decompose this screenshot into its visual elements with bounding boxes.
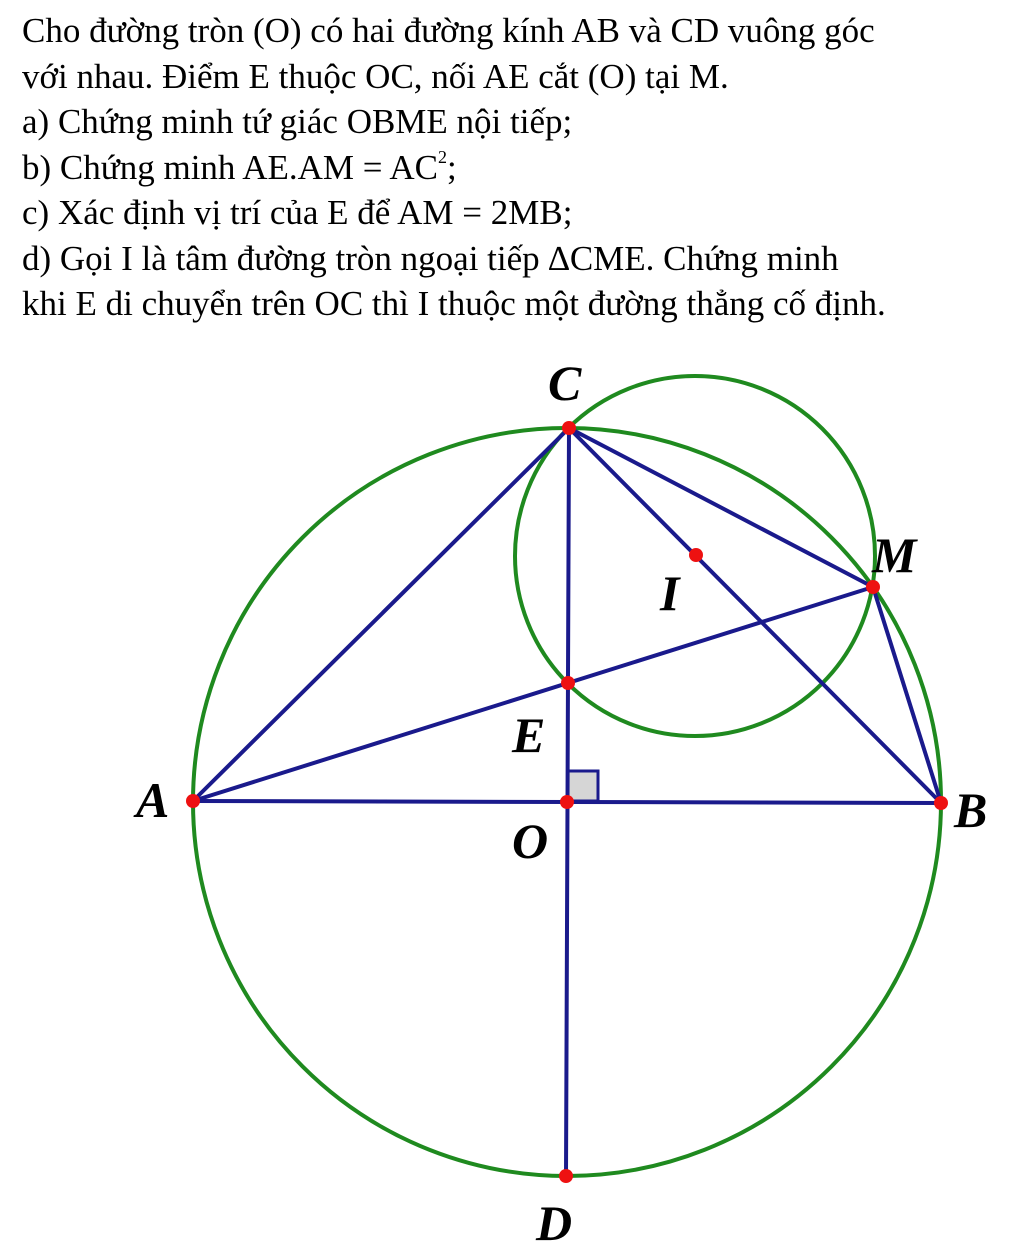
point-e [561,676,575,690]
problem-part-b-text: b) Chứng minh AE.AM = AC [22,147,438,187]
problem-part-d-line-2: khi E di chuyển trên OC thì I thuộc một đường thẳng cố định. [22,284,886,323]
point-d [559,1169,573,1183]
segment-am [193,587,873,801]
label-o: O [512,813,549,869]
label-e: E [512,707,546,763]
point-o [560,795,574,809]
problem-part-d-line-1: d) Gọi I là tâm đường tròn ngoại tiếp ∆CME. Chứng minh [22,238,839,278]
label-d: D [536,1195,573,1250]
label-m: M [872,527,917,583]
label-c: C [548,355,582,411]
label-a: A [136,772,170,828]
problem-line-2: với nhau. Điểm E thuộc OC, nối AE cắt (O) tại M. [22,56,729,96]
problem-part-a: a) Chứng minh tứ giác OBME nội tiếp; [22,102,573,141]
segment-cb [569,428,941,803]
point-a [186,794,200,808]
point-i [689,548,703,562]
label-i: I [660,565,680,621]
label-b: B [954,782,988,838]
point-c [562,421,576,435]
problem-part-c: c) Xác định vị trí của E để AM = 2MB; [22,193,573,232]
point-b [934,796,948,810]
right-angle-marker [568,771,598,801]
segment-cm [569,428,873,587]
problem-line-1: Cho đường tròn (O) có hai đường kính AB và CD vuông góc [22,11,875,50]
problem-part-b-end: ; [446,147,457,187]
problem-part-b-exponent: 2 [437,146,447,167]
